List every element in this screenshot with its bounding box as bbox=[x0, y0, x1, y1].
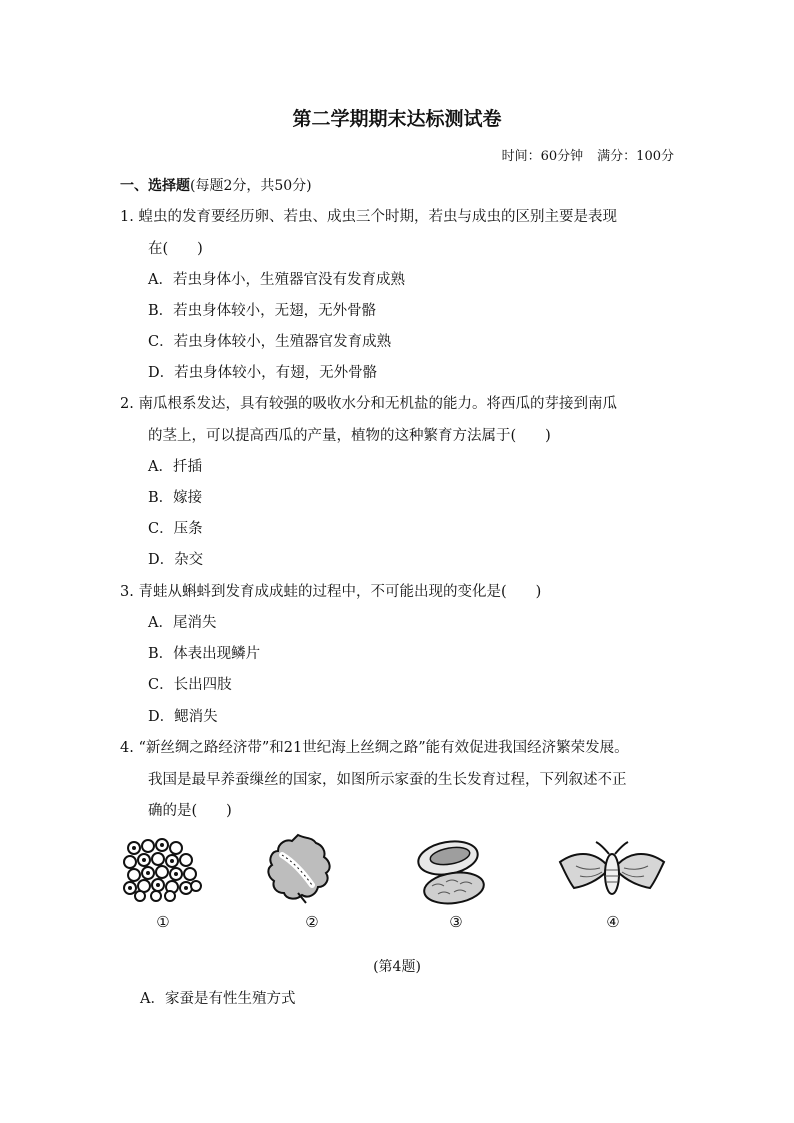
question-1-option-c: C．若虫身体较小，生殖器官发育成熟 bbox=[148, 334, 392, 350]
page-title: 第二学期期末达标测试卷 bbox=[292, 108, 502, 130]
question-3-option-a: A．尾消失 bbox=[148, 615, 217, 631]
section-heading bbox=[120, 175, 312, 195]
figure-label-2: ② bbox=[305, 913, 319, 931]
section-note: (每题2分，共50分) bbox=[190, 178, 312, 194]
section-label: 一、选择题 bbox=[120, 178, 190, 194]
figure-label-3: ③ bbox=[449, 913, 463, 931]
question-1-option-d: D．若虫身体较小，有翅，无外骨骼 bbox=[148, 365, 378, 381]
figure-caption: (第4题) bbox=[373, 959, 421, 975]
time-info bbox=[502, 145, 674, 164]
time-limit: 时间：60分钟 bbox=[501, 149, 584, 164]
question-4-option-a: A．家蚕是有性生殖方式 bbox=[140, 991, 296, 1007]
question-2-text-cont: 的茎上，可以提高西瓜的产量，植物的这种繁育方法属于( ) bbox=[148, 428, 551, 444]
question-4-text: 4. “新丝绸之路经济带”和21世纪海上丝绸之路”能有效促进我国经济繁荣发展。 bbox=[120, 740, 629, 756]
question-3-option-d: D．鳃消失 bbox=[148, 709, 218, 725]
silkworm-eggs-figure bbox=[122, 838, 204, 902]
question-2-option-a: A．扦插 bbox=[148, 459, 202, 475]
question-2-option-c: C．压条 bbox=[148, 521, 203, 537]
question-2-option-d: D．杂交 bbox=[148, 552, 204, 568]
question-4-text-cont: 我国是最早养蚕缫丝的国家，如图所示家蚕的生长发育过程，下列叙述不正 bbox=[148, 772, 627, 788]
question-1-text: 1. 蝗虫的发育要经历卵、若虫、成虫三个时期，若虫与成虫的区别主要是表现 bbox=[120, 209, 617, 225]
question-3-option-b: B．体表出现鳞片 bbox=[148, 646, 261, 662]
silkworm-cocoon-figure bbox=[412, 836, 488, 910]
question-3-text: 3. 青蛙从蝌蚪到发育成成蛙的过程中，不可能出现的变化是( ) bbox=[120, 584, 542, 600]
full-score: 满分：100分 bbox=[597, 149, 674, 164]
question-1-text-cont: 在( ) bbox=[148, 241, 203, 257]
silkworm-larva-figure bbox=[262, 833, 334, 905]
question-4-text-cont-2: 确的是( ) bbox=[148, 803, 232, 819]
figure-label-4: ④ bbox=[606, 913, 620, 931]
silkworm-moth-figure bbox=[556, 840, 668, 902]
question-1-option-b: B．若虫身体较小，无翅，无外骨骼 bbox=[148, 303, 377, 319]
figure-label-1: ① bbox=[156, 913, 170, 931]
question-3-option-c: C．长出四肢 bbox=[148, 677, 232, 693]
question-2-text: 2. 南瓜根系发达，具有较强的吸收水分和无机盐的能力。将西瓜的芽接到南瓜 bbox=[120, 396, 617, 412]
question-2-option-b: B．嫁接 bbox=[148, 490, 203, 506]
question-1-option-a: A．若虫身体小，生殖器官没有发育成熟 bbox=[148, 272, 405, 288]
